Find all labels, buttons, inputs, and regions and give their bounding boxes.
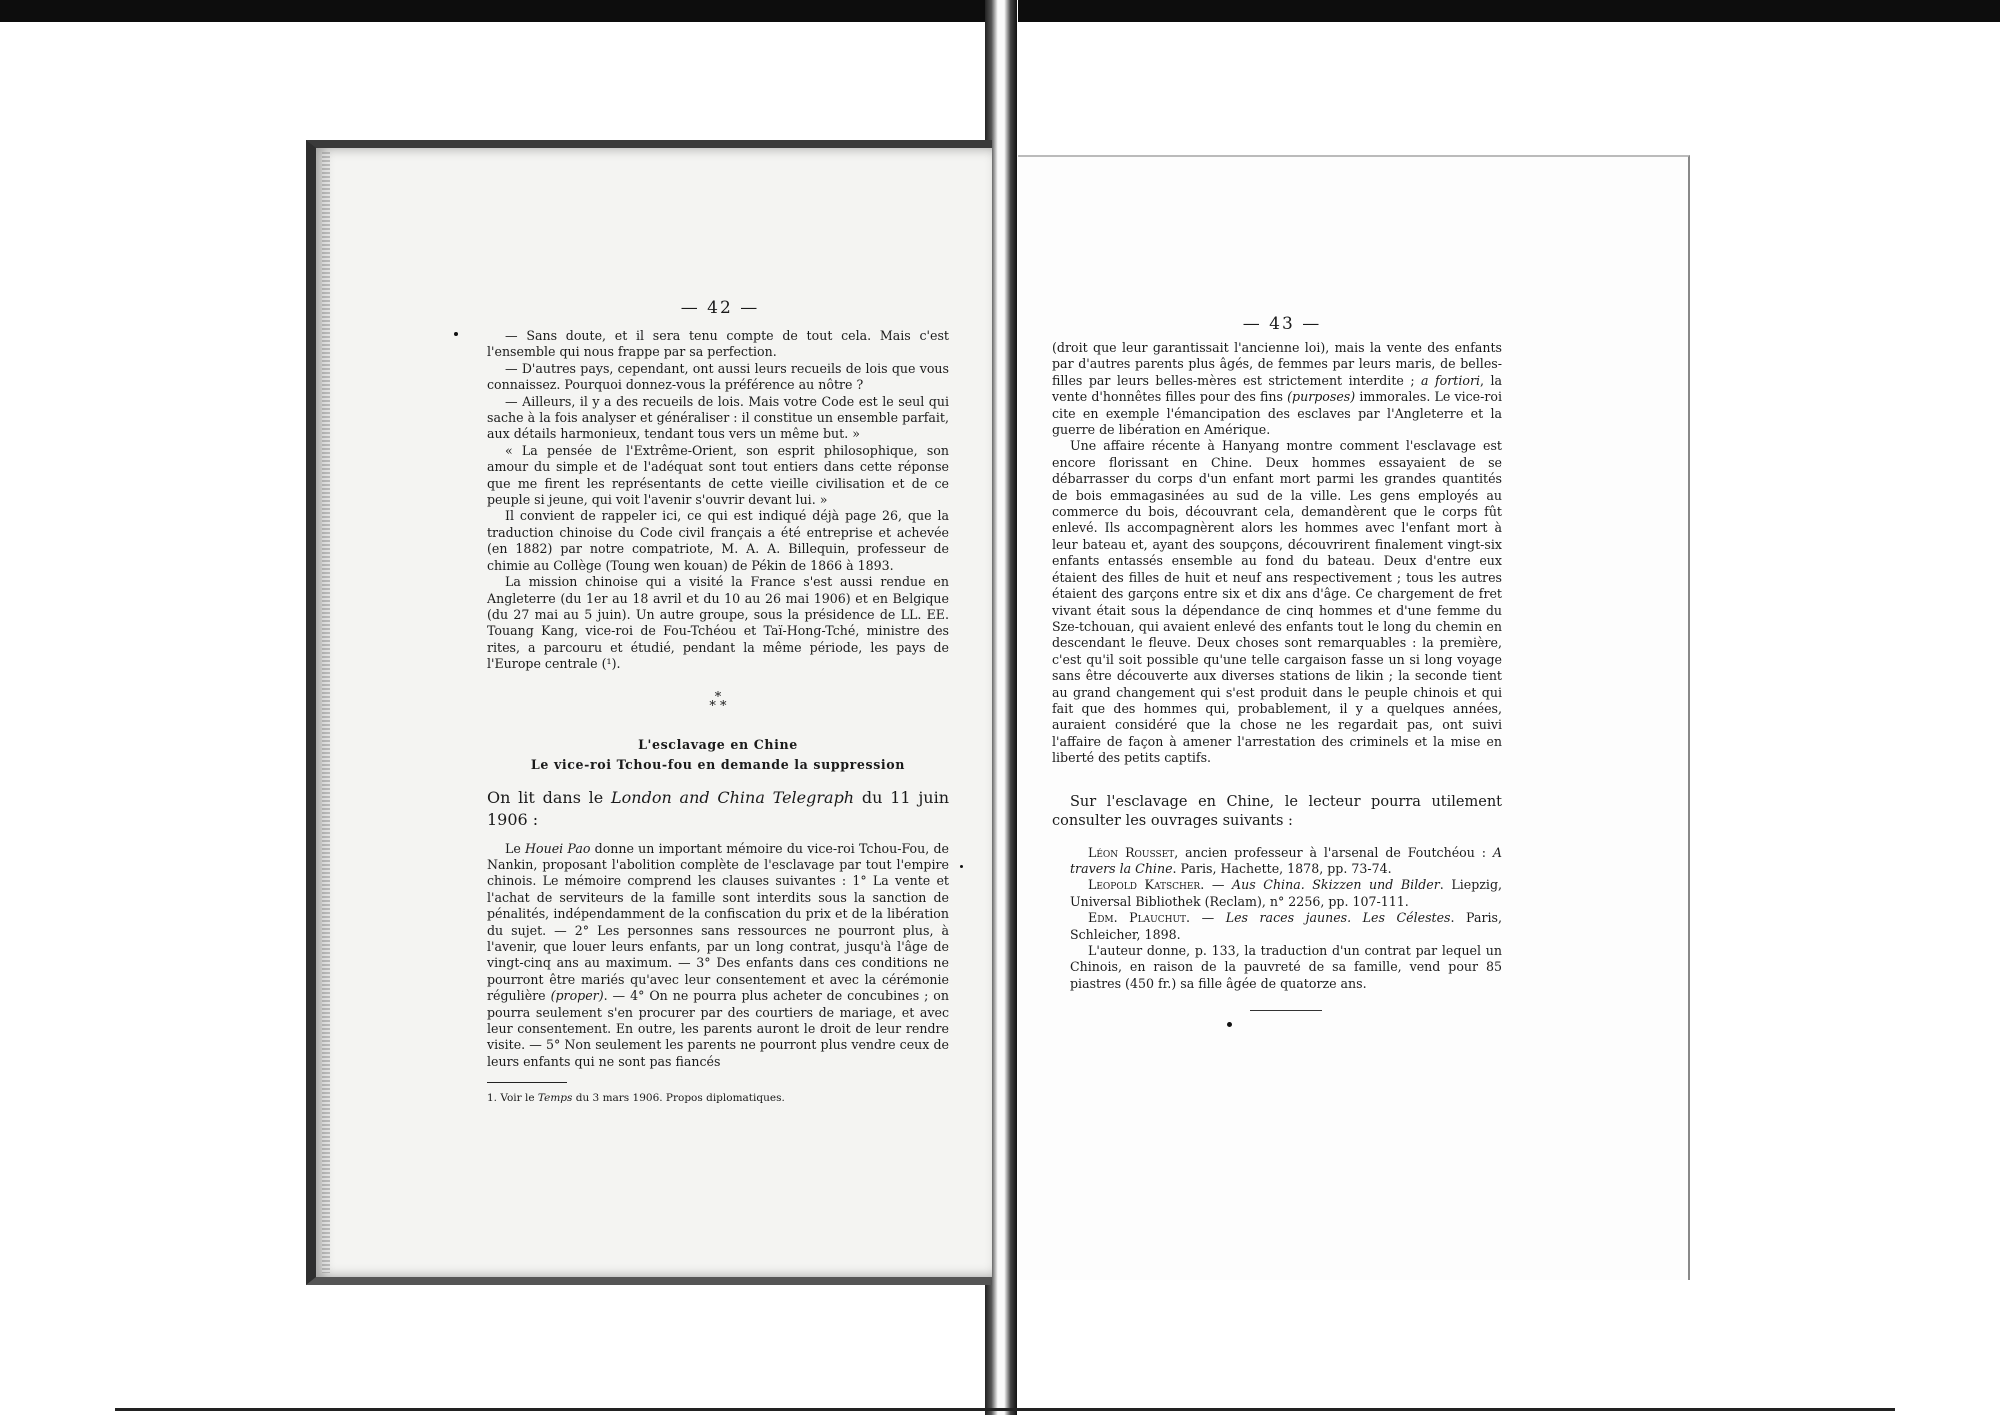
- asterism: * * *: [709, 689, 727, 714]
- text-run: Le: [505, 840, 526, 856]
- paragraph: Une affaire récente à Hanyang montre comment l'esclavage est encore florissant en Chine. Deux hommes essayaient de se débarrasser du corps d'un enfant mort parmi les grandes quantités de bois emmagasinées au sud de la ville. Les gens employés au commerce du bois, découvrant cela, demandèrent que le corps fût enlevé. Ils accompagnèrent alors les hommes avec l'enfant mort à leur bateau et, ayant des soupçons, découvrirent finalement vingt-six enfants entassés ensemble au fond du bateau. Deux d'entre eux étaient des filles de huit et neuf ans respectivement ; tous les autres étaient des garçons entre six et dix ans d'âge. Ce chargement de fret vivant était sous la dépendance de cinq hommes et d'une femme du Sze-tchouan, qui avaient enlevé des enfants tout le long du chemin en descendant le fleuve. Deux choses sont remarquables : la première, c'est qu'il soit possible qu'une telle cargaison fasse un si long voyage sans être découverte aux diverses stations de likin ; la seconde tient au grand changement qui s'est produit dans le peuple chinois et qui fait que des hommes qui, probablement, il y a quelques années, auraient considéré que la chose ne les regardait pas, ont suivi l'affaire de façon à amener l'arrestation des criminels et la mise en liberté des petits captifs.: [1052, 438, 1502, 766]
- latin-phrase: a fortiori: [1421, 372, 1480, 388]
- scan-border-top-right: [1018, 0, 2000, 22]
- bibliography-entry: [1052, 910, 1502, 943]
- book-title: Aus China. Skizzen und Bilder: [1232, 877, 1440, 893]
- lede-text: On lit dans le: [487, 787, 612, 807]
- english-gloss: (purposes): [1287, 389, 1356, 405]
- paragraph: — Sans doute, et il sera tenu compte de tout cela. Mais c'est l'ensemble qui nous frappe par sa perfection.: [487, 328, 949, 360]
- text-run: . Liepzig, Universal Bibliothek (Reclam), n° 2256, pp. 107-111.: [1070, 877, 1503, 909]
- text-run: , la vente d'honnêtes filles pour des fins: [1052, 372, 1503, 405]
- book-title: Les races jaunes. Les Célestes: [1225, 910, 1451, 926]
- section-subtitle: Le vice-roi Tchou-fou en demande la suppression: [530, 756, 906, 772]
- ink-speck: [960, 865, 963, 868]
- author-name: Leopold Katscher: [1088, 877, 1201, 893]
- left-page-number: — 42 —: [680, 298, 760, 318]
- paragraph: La mission chinoise qui a visité la France s'est aussi rendue en Angleterre (du 1er au 18 avril et du 10 au 26 mai 1906) et en Belgique (du 27 mai au 5 juin). Un autre groupe, sous la présidence de LL. EE. Touang Kang, vice-roi de Fou-Tchéou et Taï-Hong-Tché, ministre des rites, a parcouru et étudié, pendant la même période, les pays de l'Europe centrale (¹).: [487, 574, 949, 672]
- section-title: L'esclavage en Chine: [638, 736, 798, 752]
- text-run: . Paris, Hachette, 1878, pp. 73-74.: [1172, 860, 1392, 876]
- scan-border-top-left: [0, 0, 990, 22]
- right-page-number: — 43 —: [1242, 314, 1322, 334]
- footnote-rule: [487, 1082, 567, 1083]
- bibliography: [1052, 845, 1502, 993]
- text-run: . —: [1200, 877, 1233, 893]
- paragraph: Il convient de rappeler ici, ce qui est indiqué déjà page 26, que la traduction chinoise du Code civil français a été entreprise et achevée (en 1882) par notre compatriote, M. A. A. Billequin, professeur de chimie au Collège (Toung wen kouan) de Pékin de 1866 à 1893.: [487, 508, 949, 573]
- continued-paragraph: [1052, 340, 1502, 438]
- bibliography-note: L'auteur donne, p. 133, la traduction d'un contrat par lequel un Chinois, en raison de la pauvreté de sa famille, vend pour 85 piastres (450 fr.) sa fille âgée de quatorze ans.: [1070, 943, 1502, 991]
- text-run: . —: [1186, 910, 1226, 926]
- ink-speck: [454, 332, 458, 336]
- newspaper-title: Temps: [537, 1092, 573, 1105]
- bibliography-entry: [1052, 877, 1502, 910]
- text-run: immorales. Le vice-roi cite en exemple l'émancipation des esclaves par l'Angleterre et la guerre de libération en Amérique.: [1052, 389, 1502, 438]
- left-page-body: [487, 328, 949, 1105]
- footnote-text: du 3 mars 1906. Propos diplomatiques.: [572, 1092, 785, 1105]
- bibliography-intro: Sur l'esclavage en Chine, le lecteur pourra utilement consulter les ouvrages suivants :: [1052, 793, 1502, 829]
- lede-text: du 11 juin 1906 :: [487, 787, 950, 829]
- paragraph: — Ailleurs, il y a des recueils de lois. Mais votre Code est le seul qui sache à la fois analyser et généraliser : il constitue un ensemble parfait, aux détails harmonieux, tendant tous vers un même but. »: [487, 393, 949, 442]
- text-run: donne un important mémoire du vice-roi Tchou-Fou, de Nankin, proposant l'abolition complète de l'esclavage par tout l'empire chinois. Le mémoire comprend les clauses suivantes : 1° La vente et l'achat de serviteurs de la famille sont interdits sous la sanction de pénalités, indépendamment de la confiscation du prix et de la libération du sujet. — 2° Les personnes sans ressources ne pourront plus, à l'avenir, que louer leurs enfants, par un long contrat, jusqu'à l'âge de vingt-cinq ans au maximum. — 3° Des enfants dans ces conditions ne pourront être mariés qu'avec leur consentement et avec la cérémonie régulière: [487, 840, 949, 1004]
- end-rule: [1250, 1010, 1322, 1011]
- author-name: Edm. Plauchut: [1088, 910, 1187, 926]
- text-run: . Paris, Schleicher, 1898.: [1070, 910, 1502, 942]
- text-run: , ancien professeur à l'arsenal de Foutchéou :: [1174, 844, 1493, 860]
- footnote-text: 1. Voir le: [487, 1092, 538, 1105]
- paragraph: — D'autres pays, cependant, ont aussi leurs recueils de lois que vous connaissez. Pourquoi donnez-vous la préférence au nôtre ?: [487, 360, 949, 393]
- right-page-body: [1052, 340, 1502, 992]
- scan-border-bottom: [115, 1408, 1895, 1411]
- newspaper-title: Houei Pao: [525, 840, 591, 856]
- footnote: [487, 1091, 949, 1105]
- text-run: (droit que leur garantissait l'ancienne loi), mais la vente des enfants par d'autres parents plus âgés, de femmes par leurs maris, de belles-filles par leurs belles-mères est strictement interdite ;: [1052, 340, 1502, 388]
- paragraph: « La pensée de l'Extrême-Orient, son esprit philosophique, son amour du simple et de l'adéquat sont tout entiers dans cette réponse que me firent les représentants de cette vieille civilisation et de ce peuple si jeune, qui voit l'avenir s'ouvrir devant lui. »: [487, 442, 949, 508]
- lede-sentence: [487, 787, 949, 831]
- bibliography-entry: [1052, 845, 1502, 878]
- ink-speck: [1227, 1022, 1232, 1027]
- text-run: . — 4° On ne pourra plus acheter de concubines ; on pourra seulement s'en procurer par des courtiers de mariage, et avec leur consentement. En outre, les parents auront le droit de leur rendre visite. — 5° Non seulement les parents ne pourront plus vendre ceux de leurs enfants qui ne sont pas fiancés: [487, 988, 949, 1069]
- memoir-paragraph: [487, 841, 949, 1071]
- english-gloss: (proper): [550, 988, 604, 1004]
- newspaper-title: London and China Telegraph: [611, 787, 855, 807]
- author-name: Léon Rousset: [1088, 844, 1175, 860]
- book-title: A travers la Chine: [1070, 844, 1502, 876]
